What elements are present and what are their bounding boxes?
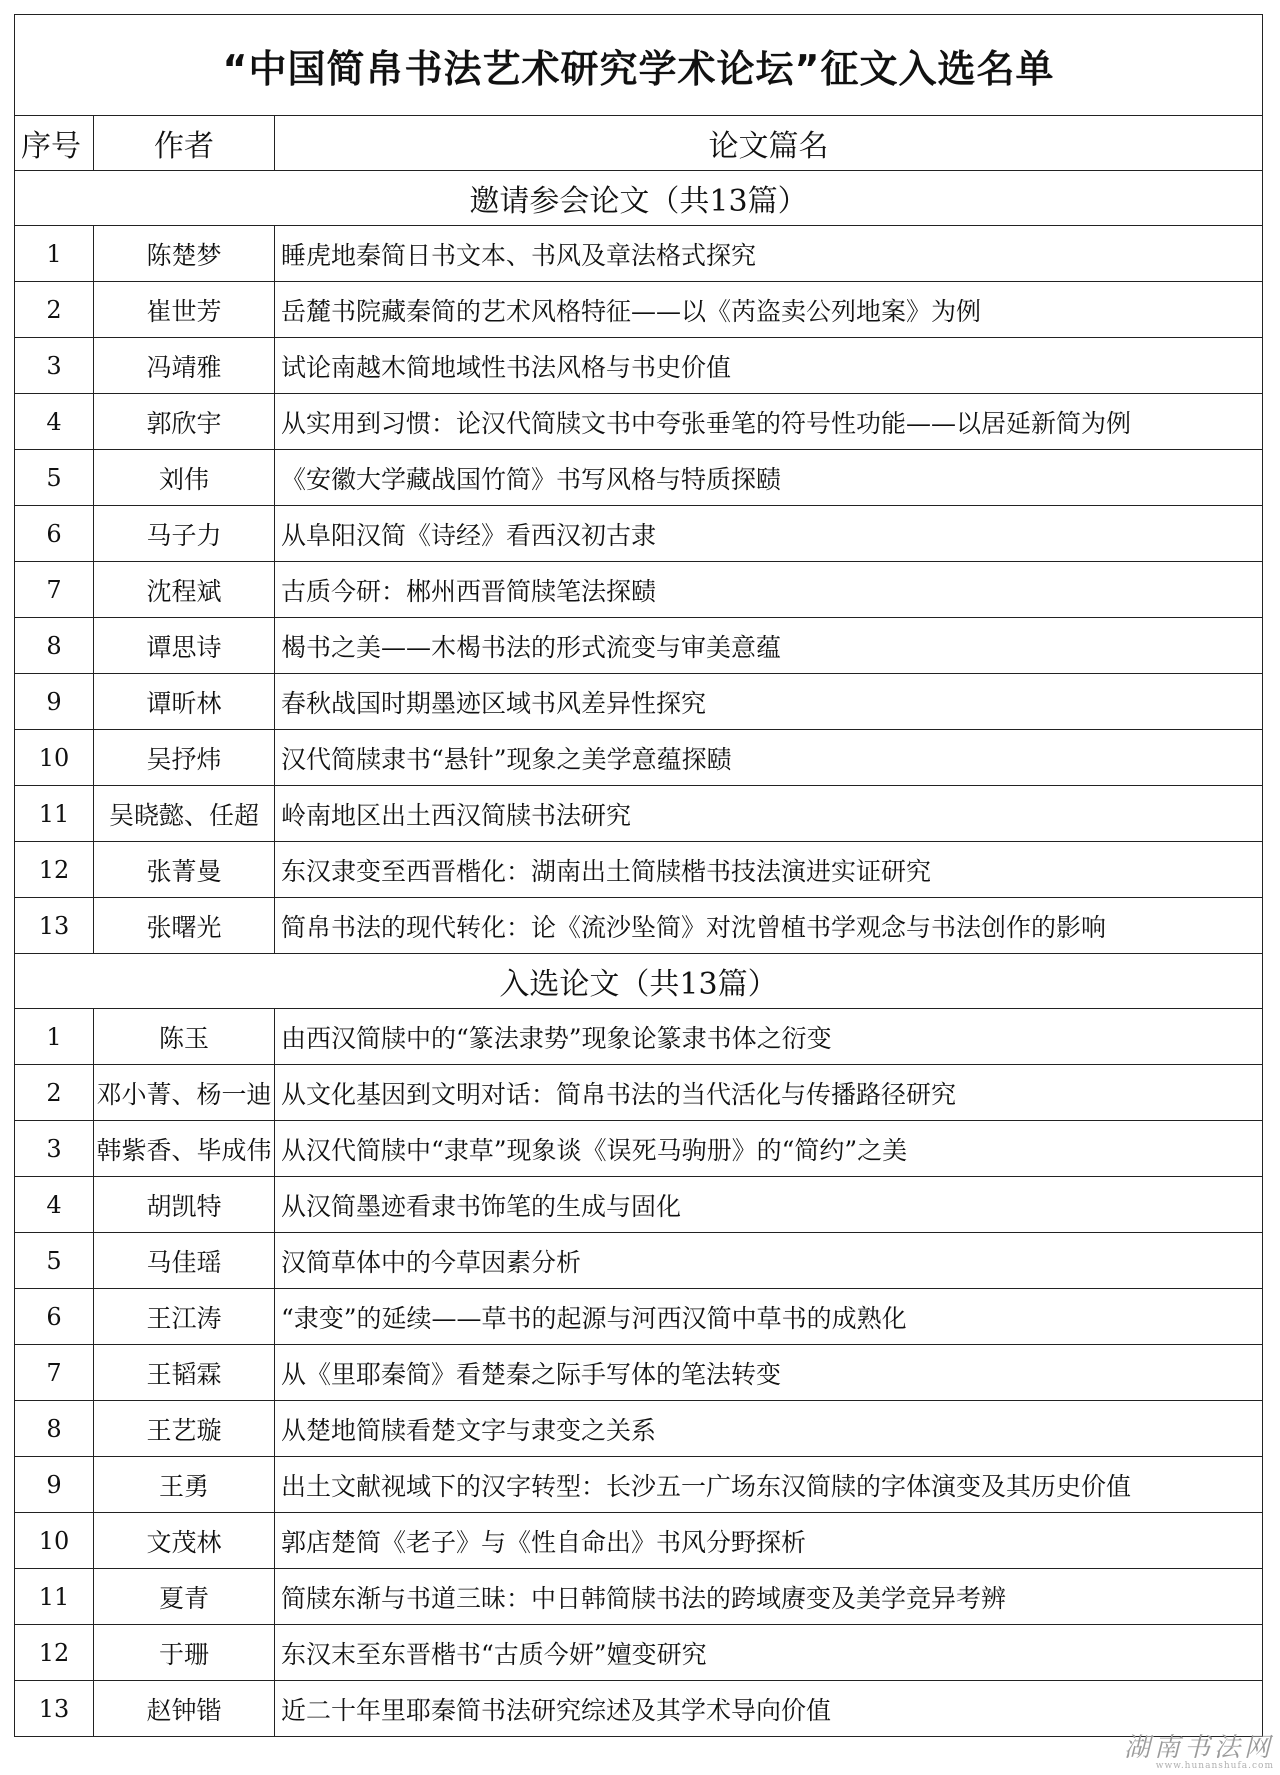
row-author: 陈玉 bbox=[94, 1009, 275, 1065]
row-paper-title: 从汉代简牍中“隶草”现象谈《误死马驹册》的“简约”之美 bbox=[275, 1121, 1263, 1177]
table-row bbox=[15, 1401, 1263, 1457]
row-author: 谭昕林 bbox=[94, 674, 275, 730]
table-body bbox=[15, 15, 1263, 1737]
row-number: 11 bbox=[15, 1569, 94, 1625]
section-heading-row bbox=[15, 171, 1263, 226]
table-row bbox=[15, 1065, 1263, 1121]
table-row bbox=[15, 1569, 1263, 1625]
row-number: 3 bbox=[15, 1121, 94, 1177]
table-row bbox=[15, 1233, 1263, 1289]
table-row bbox=[15, 1457, 1263, 1513]
row-author: 崔世芳 bbox=[94, 282, 275, 338]
row-author: 赵钟锴 bbox=[94, 1681, 275, 1737]
table-row bbox=[15, 1121, 1263, 1177]
row-author: 胡凯特 bbox=[94, 1177, 275, 1233]
table-row bbox=[15, 282, 1263, 338]
row-number: 13 bbox=[15, 1681, 94, 1737]
row-author: 冯靖雅 bbox=[94, 338, 275, 394]
row-number: 5 bbox=[15, 1233, 94, 1289]
row-number: 13 bbox=[15, 898, 94, 954]
row-author: 韩紫香、毕成伟 bbox=[94, 1121, 275, 1177]
row-number: 5 bbox=[15, 450, 94, 506]
row-paper-title: “隶变”的延续——草书的起源与河西汉简中草书的成熟化 bbox=[275, 1289, 1263, 1345]
row-paper-title: 简帛书法的现代转化：论《流沙坠简》对沈曾植书学观念与书法创作的影响 bbox=[275, 898, 1263, 954]
watermark-text: 湖南书法网 bbox=[1123, 1733, 1274, 1763]
row-number: 6 bbox=[15, 506, 94, 562]
row-number: 8 bbox=[15, 618, 94, 674]
row-author: 郭欣宇 bbox=[94, 394, 275, 450]
row-author: 文茂林 bbox=[94, 1513, 275, 1569]
row-number: 6 bbox=[15, 1289, 94, 1345]
row-paper-title: 汉代简牍隶书“悬针”现象之美学意蕴探赜 bbox=[275, 730, 1263, 786]
row-number: 2 bbox=[15, 1065, 94, 1121]
row-number: 7 bbox=[15, 562, 94, 618]
table-row bbox=[15, 1681, 1263, 1737]
watermark-url: www.hunanshufa.com bbox=[1155, 1761, 1274, 1771]
row-number: 1 bbox=[15, 1009, 94, 1065]
table-row bbox=[15, 1513, 1263, 1569]
document-title: “中国简帛书法艺术研究学术论坛”征文入选名单 bbox=[15, 15, 1263, 116]
row-author: 张曙光 bbox=[94, 898, 275, 954]
row-paper-title: 岭南地区出土西汉简牍书法研究 bbox=[275, 786, 1263, 842]
table-row bbox=[15, 506, 1263, 562]
table-row bbox=[15, 842, 1263, 898]
row-paper-title: 楬书之美——木楬书法的形式流变与审美意蕴 bbox=[275, 618, 1263, 674]
table-row bbox=[15, 338, 1263, 394]
row-number: 7 bbox=[15, 1345, 94, 1401]
row-number: 12 bbox=[15, 1625, 94, 1681]
row-paper-title: 古质今研：郴州西晋简牍笔法探赜 bbox=[275, 562, 1263, 618]
table-row bbox=[15, 1009, 1263, 1065]
title-row bbox=[15, 15, 1263, 116]
row-number: 1 bbox=[15, 226, 94, 282]
row-number: 2 bbox=[15, 282, 94, 338]
row-paper-title: 郭店楚简《老子》与《性自命出》书风分野探析 bbox=[275, 1513, 1263, 1569]
row-author: 王江涛 bbox=[94, 1289, 275, 1345]
row-author: 夏青 bbox=[94, 1569, 275, 1625]
row-paper-title: 简牍东渐与书道三昧：中日韩简牍书法的跨域赓变及美学竞异考辨 bbox=[275, 1569, 1263, 1625]
row-paper-title: 从阜阳汉简《诗经》看西汉初古隶 bbox=[275, 506, 1263, 562]
row-paper-title: 东汉末至东晋楷书“古质今妍”嬗变研究 bbox=[275, 1625, 1263, 1681]
selection-table bbox=[14, 14, 1263, 1737]
row-author: 张菁曼 bbox=[94, 842, 275, 898]
row-paper-title: 从楚地简牍看楚文字与隶变之关系 bbox=[275, 1401, 1263, 1457]
table-row bbox=[15, 450, 1263, 506]
row-number: 8 bbox=[15, 1401, 94, 1457]
section-heading: 入选论文（共13篇） bbox=[15, 954, 1263, 1009]
row-author: 马佳瑶 bbox=[94, 1233, 275, 1289]
table-row bbox=[15, 618, 1263, 674]
table-row bbox=[15, 1177, 1263, 1233]
row-author: 于珊 bbox=[94, 1625, 275, 1681]
row-author: 刘伟 bbox=[94, 450, 275, 506]
row-author: 陈楚梦 bbox=[94, 226, 275, 282]
row-paper-title: 近二十年里耶秦简书法研究综述及其学术导向价值 bbox=[275, 1681, 1263, 1737]
row-author: 马子力 bbox=[94, 506, 275, 562]
table-row bbox=[15, 898, 1263, 954]
table-row bbox=[15, 786, 1263, 842]
row-author: 邓小菁、杨一迪 bbox=[94, 1065, 275, 1121]
row-paper-title: 从汉简墨迹看隶书饰笔的生成与固化 bbox=[275, 1177, 1263, 1233]
row-paper-title: 试论南越木简地域性书法风格与书史价值 bbox=[275, 338, 1263, 394]
row-number: 10 bbox=[15, 730, 94, 786]
row-paper-title: 岳麓书院藏秦简的艺术风格特征——以《芮盗卖公列地案》为例 bbox=[275, 282, 1263, 338]
row-paper-title: 睡虎地秦简日书文本、书风及章法格式探究 bbox=[275, 226, 1263, 282]
row-paper-title: 由西汉简牍中的“篆法隶势”现象论篆隶书体之衍变 bbox=[275, 1009, 1263, 1065]
row-paper-title: 《安徽大学藏战国竹简》书写风格与特质探赜 bbox=[275, 450, 1263, 506]
header-row bbox=[15, 116, 1263, 171]
row-number: 11 bbox=[15, 786, 94, 842]
table-row bbox=[15, 730, 1263, 786]
table-row bbox=[15, 226, 1263, 282]
table-row bbox=[15, 394, 1263, 450]
row-number: 4 bbox=[15, 394, 94, 450]
row-number: 10 bbox=[15, 1513, 94, 1569]
section-heading-row bbox=[15, 954, 1263, 1009]
row-paper-title: 从《里耶秦简》看楚秦之际手写体的笔法转变 bbox=[275, 1345, 1263, 1401]
row-number: 3 bbox=[15, 338, 94, 394]
document-sheet bbox=[14, 14, 1262, 1737]
row-author: 王韬霖 bbox=[94, 1345, 275, 1401]
row-author: 吴抒炜 bbox=[94, 730, 275, 786]
row-author: 沈程斌 bbox=[94, 562, 275, 618]
table-row bbox=[15, 1345, 1263, 1401]
header-title: 论文篇名 bbox=[275, 116, 1263, 171]
row-paper-title: 出土文献视域下的汉字转型：长沙五一广场东汉简牍的字体演变及其历史价值 bbox=[275, 1457, 1263, 1513]
row-paper-title: 从文化基因到文明对话：简帛书法的当代活化与传播路径研究 bbox=[275, 1065, 1263, 1121]
header-no: 序号 bbox=[15, 116, 94, 171]
table-row bbox=[15, 1289, 1263, 1345]
table-row bbox=[15, 1625, 1263, 1681]
row-author: 谭思诗 bbox=[94, 618, 275, 674]
row-paper-title: 春秋战国时期墨迹区域书风差异性探究 bbox=[275, 674, 1263, 730]
row-author: 王艺璇 bbox=[94, 1401, 275, 1457]
section-heading: 邀请参会论文（共13篇） bbox=[15, 171, 1263, 226]
row-author: 王勇 bbox=[94, 1457, 275, 1513]
watermark-logo bbox=[1014, 1735, 1274, 1771]
header-author: 作者 bbox=[94, 116, 275, 171]
row-author: 吴晓懿、任超 bbox=[94, 786, 275, 842]
table-row bbox=[15, 562, 1263, 618]
row-number: 4 bbox=[15, 1177, 94, 1233]
row-number: 9 bbox=[15, 674, 94, 730]
row-paper-title: 从实用到习惯：论汉代简牍文书中夸张垂笔的符号性功能——以居延新简为例 bbox=[275, 394, 1263, 450]
row-number: 12 bbox=[15, 842, 94, 898]
table-row bbox=[15, 674, 1263, 730]
row-number: 9 bbox=[15, 1457, 94, 1513]
row-paper-title: 东汉隶变至西晋楷化：湖南出土简牍楷书技法演进实证研究 bbox=[275, 842, 1263, 898]
row-paper-title: 汉简草体中的今草因素分析 bbox=[275, 1233, 1263, 1289]
